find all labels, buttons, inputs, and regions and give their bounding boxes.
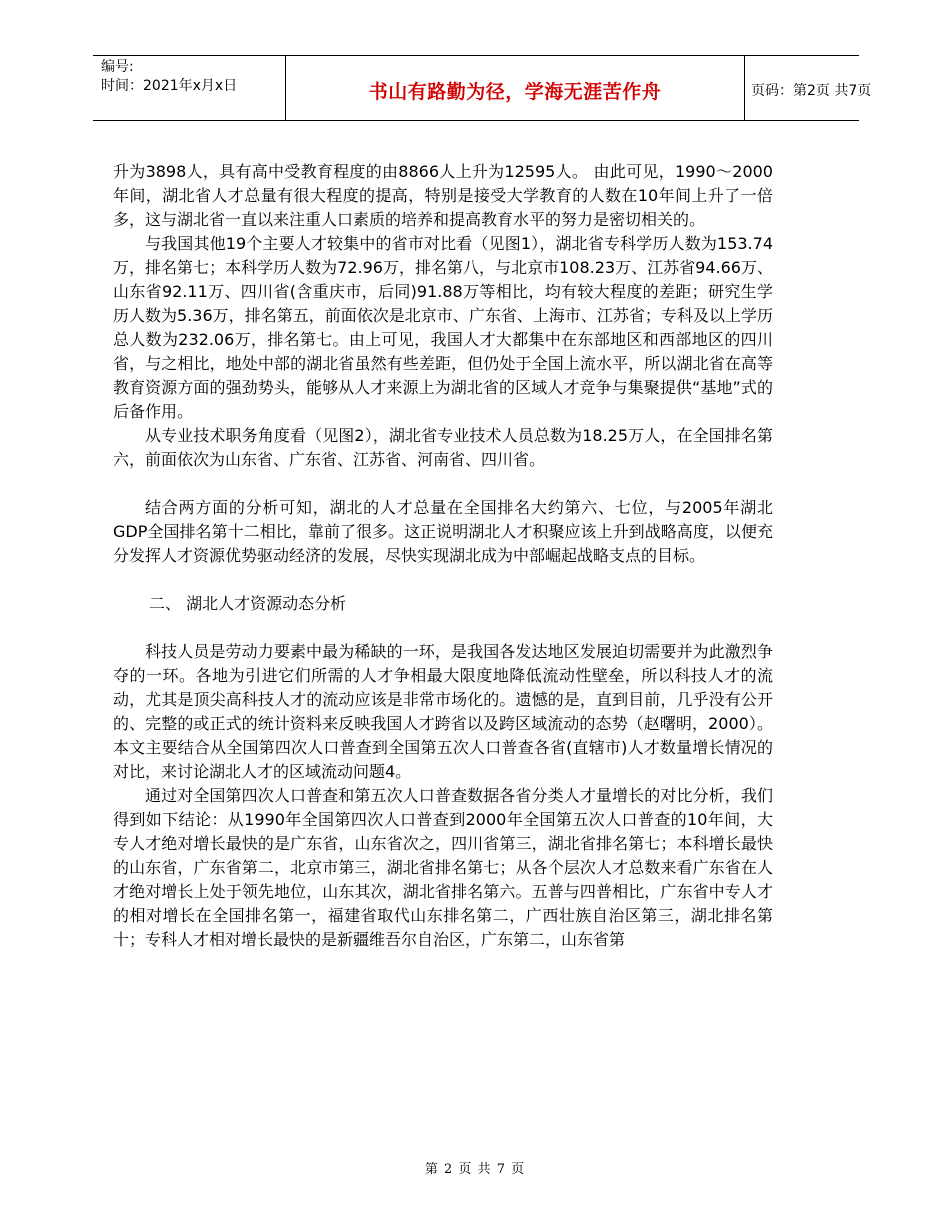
document-number-label: 编号: [101,59,134,75]
paragraph-6: 通过对全国第四次人口普查和第五次人口普查数据各省分类人才量增长的对比分析，我们得到如下结论：从1990年全国第四次人口普查到2000年全国第五次人口普查的10年间，大专人才绝对增长最快的是广东省，山东省次之，四川省第三，湖北省排名第七；本科增长最快的山东省，广东省第二，北京市第三，湖北省排名第七；从各个层次人才总数来看广东省在人才绝对增长上处于领先地位，山东其次，湖北省排名第六。五普与四普相比，广东省中专人才的相对增长在全国排名第一，福建省取代山东排名第二，广西壮族自治区第三，湖北排名第十；专科人才相对增长最快的是新疆维吾尔自治区，广东第二，山东省第 [113,786,773,949]
spacer [113,616,773,640]
page-footer: 第 2 页 共 7 页 [424,1162,526,1177]
spacer [113,568,773,592]
document-body [113,160,773,952]
header-left-cell [93,56,285,120]
header-page-info: 页码：第2页 共7页 [751,83,872,99]
paragraph-5: 科技人员是劳动力要素中最为稀缺的一环，是我国各发达地区发展迫切需要并为此激烈争夺的一环。各地为引进它们所需的人才争相最大限度地降低流动性壁垒，所以科技人才的流动，尤其是顶尖高科技人才的流动应该是非常市场化的。遗憾的是，直到目前，几乎没有公开的、完整的或正式的统计资料来反映我国人才跨省以及跨区域流动的态势（赵曙明，2000）。本文主要结合从全国第四次人口普查到全国第五次人口普查各省(直辖市)人才数量增长情况的对比，来讨论湖北人才的区域流动问题4。 [113,642,773,781]
header-right-cell [743,56,872,120]
document-time-label: 时间：2021年x月x日 [101,78,238,94]
header-motto: 书山有路勤为径，学海无涯苦作舟 [368,80,662,103]
paragraph-4: 结合两方面的分析可知，湖北的人才总量在全国排名大约第六、七位，与2005年湖北GDP全国排名第十二相比，靠前了很多。这正说明湖北人才积聚应该上升到战略高度，以便充分发挥人才资源优势驱动经济的发展，尽快实现湖北成为中部崛起战略支点的目标。 [113,498,773,565]
paragraph-2: 与我国其他19个主要人才较集中的省市对比看（见图1），湖北省专科学历人数为153.74万，排名第七；本科学历人数为72.96万，排名第八，与北京市108.23万、江苏省94.66万、山东省92.11万、四川省(含重庆市，后同)91.88万等相比，均有较大程度的差距；研究生学历人数为5.36万，排名第五，前面依次是北京市、广东省、上海市、江苏省；专科及以上学历总人数为232.06万，排名第七。由上可见，我国人才大都集中在东部地区和西部地区的四川省，与之相比，地处中部的湖北省虽然有些差距，但仍处于全国上流水平，所以湖北省在高等教育资源方面的强劲势头，能够从人才来源上为湖北省的区域人才竞争与集聚提供“基地”式的后备作用。 [113,234,773,421]
paragraph-1: 升为3898人，具有高中受教育程度的由8866人上升为12595人。 由此可见，1990～2000年间，湖北省人才总量有很大程度的提高，特别是接受大学教育的人数在10年间上升了一倍多，这与湖北省一直以来注重人口素质的培养和提高教育水平的努力是密切相关的。 [113,162,773,229]
document-header [93,55,872,121]
spacer [113,472,773,496]
header-middle-cell [285,56,745,120]
section-heading: 二、 湖北人才资源动态分析 [149,594,347,613]
paragraph-3: 从专业技术职务角度看（见图2），湖北省专业技术人员总数为18.25万人，在全国排名第六，前面依次为山东省、广东省、江苏省、河南省、四川省。 [113,426,773,469]
